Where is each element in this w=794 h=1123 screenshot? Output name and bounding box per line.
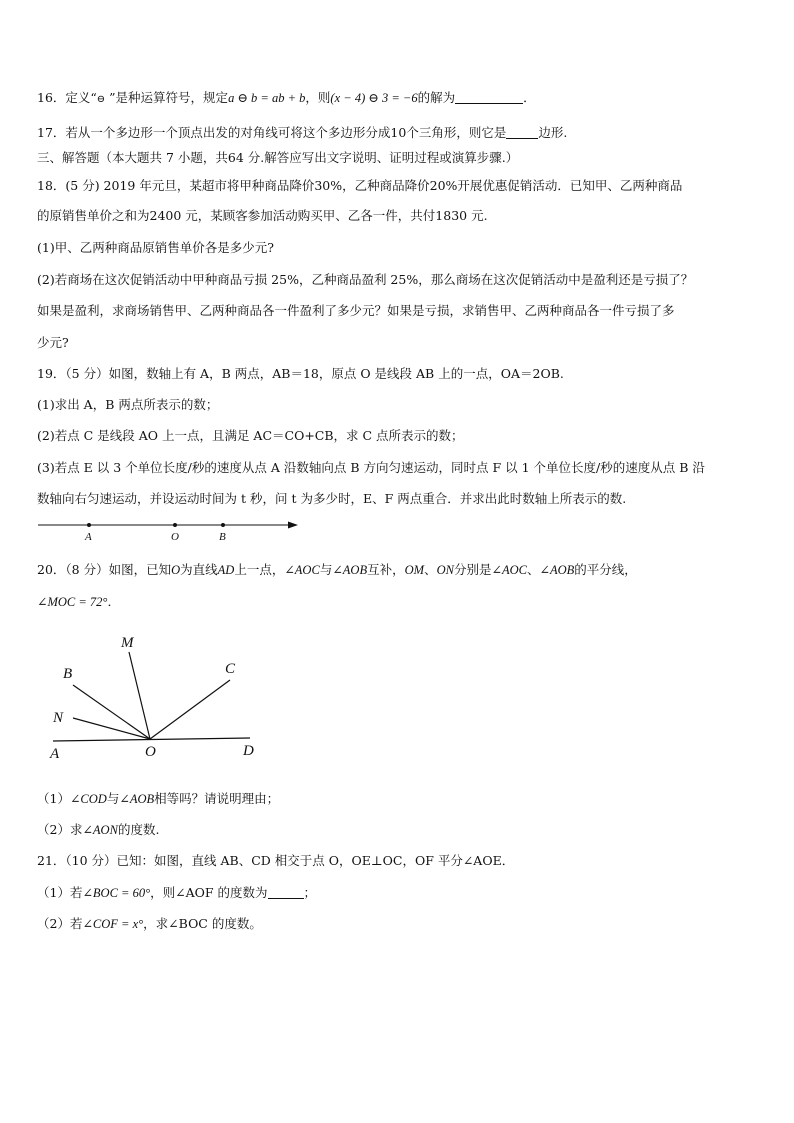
number-line-figure: [30, 515, 310, 545]
question-17: [37, 125, 567, 141]
q17-text-2: 边形.: [538, 125, 568, 140]
q19-line-1: 19．（5 分）如图，数轴上有 A，B 两点，AB＝18，原点 O 是线段 AB 上的一点，OA＝2OB.: [37, 366, 564, 381]
q21-part-1: [37, 885, 316, 901]
label-c: C: [225, 661, 236, 677]
label-o: O: [171, 531, 179, 543]
arrow-right-icon: [288, 522, 298, 529]
angle-figure: [45, 630, 275, 762]
q16-text-5: ．: [523, 90, 536, 105]
q18-part-2: (2)若商场在这次促销活动中甲种商品亏损 25%，乙种商品盈利 25%，那么商场在这次促销活动中是盈利还是亏损了？: [37, 272, 694, 287]
ray-on: [73, 718, 150, 739]
q20-s1-e: 相等吗？请说明理由；: [154, 791, 280, 806]
q18-part-1: (1)甲、乙两种商品原销售单价各是多少元?: [37, 240, 274, 255]
q20-text-q: 的平分线，: [574, 562, 637, 577]
q20-point-o: O: [171, 563, 181, 577]
q16-equation: (x − 4) ⊖ 3 = −6: [330, 91, 418, 105]
q20-s1-a: （1）: [37, 791, 70, 806]
q20-text-i: 互补，: [367, 562, 405, 577]
q21-s2-c: ，求∠BOC 的度数。: [143, 916, 262, 931]
label-a: A: [50, 746, 60, 762]
q21-answer-blank[interactable]: [268, 886, 304, 899]
q20-part-2: [37, 822, 159, 838]
q20-text-c: 为直线: [180, 562, 218, 577]
q20-angle-aoc-2: ∠AOC: [491, 563, 527, 577]
q21-s2-angle-cof: ∠COF = x°: [82, 917, 144, 931]
point-a-dot: [87, 523, 91, 527]
q20-text-o: 、: [526, 562, 540, 577]
q21-line-1: 21．（10 分）已知：如图，直线 AB、CD 相交于点 O，OE⊥OC，OF 平分∠AOE．: [37, 853, 515, 868]
label-m: M: [121, 635, 134, 651]
question-16: [37, 90, 536, 108]
q16-text-1: 16．定义“: [37, 90, 97, 105]
q19-part-1: (1)求出 A，B 两点所表示的数；: [37, 397, 219, 412]
label-a: A: [85, 531, 92, 543]
q21-s1-d: ；: [303, 885, 317, 900]
label-n: N: [53, 710, 64, 726]
q20-s2-angle-aon: ∠AON: [82, 823, 118, 837]
q20-line-2: [37, 594, 120, 610]
operator-symbol: ⊖: [96, 94, 106, 105]
q21-s1-a: （1）若: [37, 885, 83, 900]
q17-answer-blank[interactable]: [506, 126, 538, 139]
point-b-dot: [221, 523, 225, 527]
q20-angle-aob-2: ∠AOB: [539, 563, 575, 577]
q16-answer-blank[interactable]: [455, 91, 523, 104]
q18-line-6: 少元?: [37, 335, 69, 350]
q20-text-a: 20．（8 分）如图，已知: [37, 562, 172, 577]
q21-part-2: [37, 916, 262, 932]
label-b: B: [63, 666, 73, 682]
point-o-dot: [173, 523, 177, 527]
q20-line-ad: AD: [217, 563, 235, 577]
q20-s2-c: 的度数.: [117, 822, 160, 837]
q16-text-4: 的解为: [417, 90, 456, 105]
label-b: B: [219, 531, 226, 543]
q20-text-k: 、: [424, 562, 437, 577]
q20-part-1: [37, 791, 279, 807]
q20-s1-c: 与: [106, 791, 120, 806]
q20-s2-a: （2）求: [37, 822, 83, 837]
q19-part-2: (2)若点 C 是线段 AO 上一点，且满足 AC＝CO+CB，求 C 点所表示的数；: [37, 428, 464, 443]
q20-line-1: [37, 562, 637, 578]
q21-s1-c: ，则∠AOF 的度数为: [150, 885, 268, 900]
q20-angle-aob: ∠AOB: [332, 563, 368, 577]
q20-text-g: 与: [319, 562, 333, 577]
label-d: D: [243, 743, 254, 759]
q21-s2-a: （2）若: [37, 916, 83, 931]
section-heading: 三、解答题（本大题共 7 小题，共64 分.解答应写出文字说明、证明过程或演算步骤.）: [37, 150, 519, 165]
q18-line-5: 如果是盈利，求商场销售甲、乙两种商品各一件盈利了多少元？如果是亏损，求销售甲、乙两种商品各一件亏损了多: [37, 303, 675, 318]
ray-oc: [150, 680, 230, 739]
q20-ray-om: OM: [404, 563, 425, 577]
q17-text-1: 17．若从一个多边形一个顶点出发的对角线可将这个多边形分成10个三角形，则它是: [37, 125, 507, 140]
q20-s1-angle-aob: ∠AOB: [119, 792, 155, 806]
q20-text-mm: 分别是: [453, 562, 492, 577]
q16-text-2: ”是种运算符号，规定: [105, 90, 229, 105]
q20-text-e: 上一点，: [234, 562, 285, 577]
q18-line-1: 18．(5 分) 2019 年元旦，某超市将甲种商品降价30%，乙种商品降价20%开展优惠促销活动．已知甲、乙两种商品: [37, 178, 683, 193]
q16-definition-formula: a ⊖ b = ab + b: [228, 91, 306, 105]
q19-part-3: (3)若点 E 以 3 个单位长度/秒的速度从点 A 沿数轴向点 B 方向匀速运动，同时点 F 以 1 个单位长度/秒的速度从点 B 沿: [37, 460, 705, 475]
q19-line-5: 数轴向右匀速运动，并设运动时间为 t 秒，问 t 为多少时，E、F 两点重合．并求出此时数轴上所表示的数.: [37, 491, 627, 506]
q20-angle-aoc: ∠AOC: [284, 563, 320, 577]
q20-angle-moc: ∠MOC = 72°．: [37, 595, 120, 609]
q20-ray-on: ON: [436, 563, 454, 577]
q20-s1-angle-cod: ∠COD: [69, 792, 107, 806]
label-o: O: [145, 744, 156, 760]
q18-line-2: 的原销售单价之和为2400 元，某顾客参加活动购买甲、乙各一件，共付1830 元.: [37, 208, 488, 223]
q16-text-3: ，则: [305, 90, 331, 105]
q21-s1-angle-boc: ∠BOC = 60°: [82, 886, 151, 900]
